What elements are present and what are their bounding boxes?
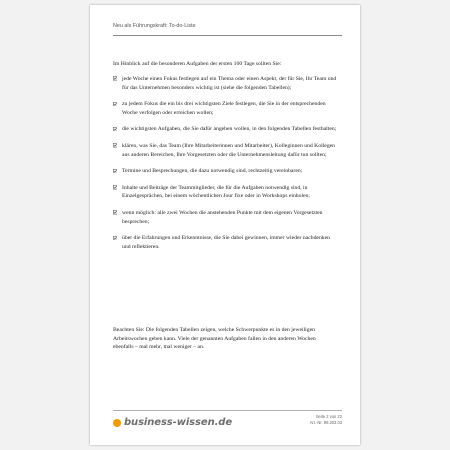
task-text: Termine und Besprechungen, die dazu notwendig sind, rechtzeitig vereinbaren; [122, 168, 303, 175]
footer-divider [113, 410, 342, 411]
task-item [113, 209, 338, 226]
checkbox-checked-icon [113, 76, 117, 80]
checkbox-checked-icon [113, 102, 117, 106]
task-text: über die Erfahrungen und Erkenntnisse, die Sie dabei gewinnen, immer wieder nachdenken und reflektieren. [122, 235, 330, 250]
task-list [113, 75, 338, 259]
checkbox-checked-icon [113, 127, 117, 131]
task-item [113, 100, 338, 117]
task-text: zu jedem Fokus die ein bis drei wichtigsten Ziele festlegen, die Sie in der entsprechenden Woche verfolgen oder erreichen wollen; [122, 101, 326, 116]
article-number: Art.-Nr. 99.203.03 [309, 420, 342, 425]
page-number: Seite 2 von 22 [315, 414, 342, 419]
intro-paragraph: Im Hinblick auf die besonderen Aufgaben der ersten 100 Tage sollten Sie: [113, 61, 282, 67]
checkbox-checked-icon [113, 169, 117, 173]
task-text: wenn möglich: alle zwei Wochen die anstehenden Punkte mit dem eigenen Vorgesetzten besprechen; [122, 209, 323, 225]
task-text: Inhalte und Beiträge der Teammitglieder, die für die Aufgaben notwendig sind, in Einzelgesprächen, bei einem wöchentlichen Jour fixe oder in Workshops einholen; [122, 184, 311, 200]
footer-meta [310, 414, 342, 426]
document-header-title: Neu als Führungskraft: To-do-Liste [113, 23, 196, 29]
task-text: klären, was Sie, das Team (Ihre Mitarbeiterinnen und Mitarbeiter), Kolleginnen und Kollegen aus anderen Bereichen, Ihre Vorgesetzten oder die Unternehmensleitung dafür tun sollten; [122, 142, 336, 158]
checkbox-checked-icon [113, 210, 117, 214]
task-item [113, 75, 338, 92]
task-item [113, 234, 338, 251]
business-wissen-logo [113, 417, 232, 428]
checkbox-checked-icon [113, 236, 117, 240]
header-divider [113, 35, 342, 36]
orange-dot-icon [113, 419, 121, 427]
task-item [113, 142, 338, 159]
task-text: die wichtigsten Aufgaben, die Sie dafür angehen wollen, in den folgenden Tabellen festhalten; [122, 126, 337, 133]
task-text: jede Woche einen Fokus festlegen auf ein Thema oder einen Aspekt, der für Sie, Ihr Team und für das Unternehmen besonders wichtig ist (siehe die folgenden Tabellen); [122, 76, 337, 91]
task-item [113, 184, 338, 201]
closing-paragraph: Beachten Sie: Die folgenden Tabellen zeigen, welche Schwerpunkte es in den jeweiligen Arbeitswochen geben kann. Viele der genannten Aufgaben fallen in den anderen Wochen ebenfalls – mal mehr, mal weniger – an. [113, 327, 316, 351]
task-item [113, 167, 338, 176]
task-item [113, 125, 338, 134]
checkbox-checked-icon [113, 185, 117, 189]
logo-wordmark: business-wissen.de [124, 417, 233, 428]
document-page [90, 5, 360, 445]
checkbox-checked-icon [113, 143, 117, 147]
